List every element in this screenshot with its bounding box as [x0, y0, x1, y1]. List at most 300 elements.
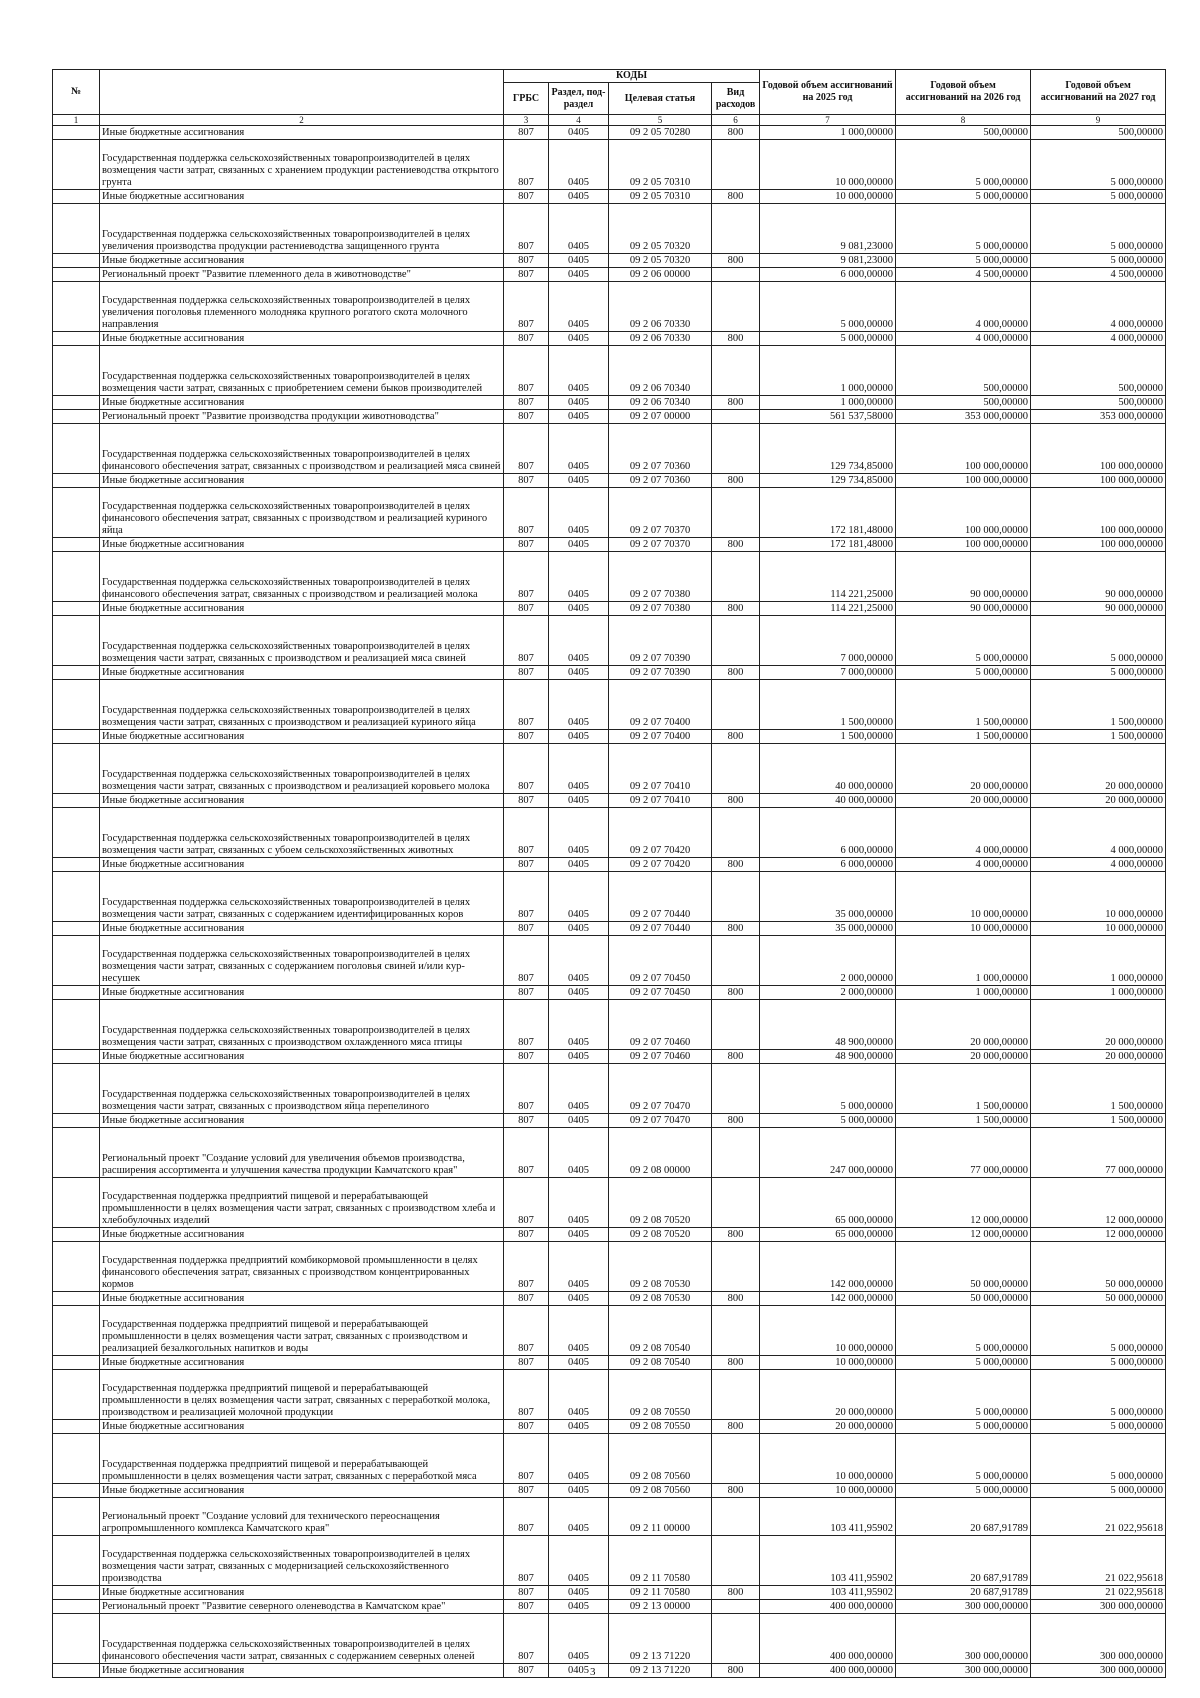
cell-2026: 4 000,00000: [896, 858, 1031, 872]
cell-target-article: 09 2 08 70550: [609, 1370, 712, 1420]
cell-num: [53, 332, 100, 346]
cell-2026: 5 000,00000: [896, 1356, 1031, 1370]
cell-2026: 500,00000: [896, 396, 1031, 410]
cell-grbs: 807: [504, 332, 549, 346]
cell-expense-type: 800: [712, 1114, 760, 1128]
cell-2025: 400 000,00000: [760, 1600, 896, 1614]
table-body: [53, 126, 1166, 1678]
cell-razdel: 0405: [549, 282, 609, 332]
table-row: [53, 346, 1166, 396]
cell-2025: 7 000,00000: [760, 616, 896, 666]
cell-2027: 21 022,95618: [1031, 1586, 1166, 1600]
page-number: 3: [590, 1666, 596, 1678]
cell-grbs: 807: [504, 1498, 549, 1536]
cell-2025: 6 000,00000: [760, 858, 896, 872]
cell-razdel: 0405: [549, 602, 609, 616]
cell-expense-type: 800: [712, 922, 760, 936]
cell-grbs: 807: [504, 616, 549, 666]
cell-expense-type: [712, 488, 760, 538]
cell-expense-type: 800: [712, 332, 760, 346]
header-codes: КОДЫ: [504, 70, 760, 83]
cell-grbs: 807: [504, 474, 549, 488]
table-row: [53, 858, 1166, 872]
column-number: 2: [100, 115, 504, 126]
cell-num: [53, 126, 100, 140]
cell-grbs: 807: [504, 808, 549, 858]
cell-expense-type: 800: [712, 474, 760, 488]
cell-num: [53, 922, 100, 936]
cell-grbs: 807: [504, 1614, 549, 1664]
cell-2025: 20 000,00000: [760, 1370, 896, 1420]
cell-name: Государственная поддержка предприятий пищевой и перерабатывающей промышленности в целях возмещения части затрат, связанных с переработкой мяса: [100, 1434, 504, 1484]
cell-name: Иные бюджетные ассигнования: [100, 986, 504, 1000]
cell-num: [53, 282, 100, 332]
cell-expense-type: 800: [712, 1050, 760, 1064]
cell-num: [53, 744, 100, 794]
cell-num: [53, 1434, 100, 1484]
table-row: [53, 1178, 1166, 1228]
cell-razdel: 0405: [549, 872, 609, 922]
cell-2027: 4 000,00000: [1031, 808, 1166, 858]
cell-2027: 1 000,00000: [1031, 986, 1166, 1000]
cell-2026: 4 500,00000: [896, 268, 1031, 282]
cell-grbs: 807: [504, 1664, 549, 1678]
cell-2026: 20 000,00000: [896, 1050, 1031, 1064]
cell-grbs: 807: [504, 346, 549, 396]
column-numbers-row: [53, 115, 1166, 126]
cell-target-article: 09 2 07 70470: [609, 1064, 712, 1114]
cell-expense-type: [712, 1242, 760, 1292]
cell-num: [53, 1614, 100, 1664]
table-row: [53, 204, 1166, 254]
cell-grbs: 807: [504, 730, 549, 744]
cell-2027: 5 000,00000: [1031, 1356, 1166, 1370]
cell-name: Государственная поддержка предприятий комбикормовой промышленности в целях финансового обеспечения затрат, связанных с производством концентрированных кормов: [100, 1242, 504, 1292]
cell-expense-type: 800: [712, 126, 760, 140]
cell-2025: 48 900,00000: [760, 1000, 896, 1050]
cell-razdel: 0405: [549, 538, 609, 552]
table-row: [53, 1114, 1166, 1128]
cell-name: Иные бюджетные ассигнования: [100, 1114, 504, 1128]
cell-num: [53, 190, 100, 204]
cell-2026: 5 000,00000: [896, 140, 1031, 190]
cell-target-article: 09 2 08 70560: [609, 1484, 712, 1498]
cell-name: Государственная поддержка сельскохозяйственных товаропроизводителей в целях возмещения части затрат, связанных с содержанием поголовья свиней и/или кур-несушек: [100, 936, 504, 986]
cell-name: Государственная поддержка предприятий пищевой и перерабатывающей промышленности в целях возмещения части затрат, связанных с переработкой молока, производством и реализацией молочной продукции: [100, 1370, 504, 1420]
cell-expense-type: 800: [712, 1356, 760, 1370]
cell-razdel: 0405: [549, 1586, 609, 1600]
cell-target-article: 09 2 05 70310: [609, 140, 712, 190]
cell-2027: 5 000,00000: [1031, 190, 1166, 204]
cell-razdel: 0405: [549, 1664, 609, 1678]
cell-2027: 10 000,00000: [1031, 922, 1166, 936]
cell-razdel: 0405: [549, 1600, 609, 1614]
cell-name: Иные бюджетные ассигнования: [100, 794, 504, 808]
cell-grbs: 807: [504, 1586, 549, 1600]
cell-target-article: 09 2 06 00000: [609, 268, 712, 282]
cell-target-article: 09 2 07 70470: [609, 1114, 712, 1128]
cell-2027: 20 000,00000: [1031, 1000, 1166, 1050]
cell-target-article: 09 2 08 70530: [609, 1242, 712, 1292]
table-row: [53, 680, 1166, 730]
cell-name: Иные бюджетные ассигнования: [100, 858, 504, 872]
cell-target-article: 09 2 08 70530: [609, 1292, 712, 1306]
cell-target-article: 09 2 07 70420: [609, 858, 712, 872]
cell-grbs: 807: [504, 858, 549, 872]
cell-2025: 114 221,25000: [760, 602, 896, 616]
cell-num: [53, 1664, 100, 1678]
table-row: [53, 616, 1166, 666]
cell-target-article: 09 2 05 70310: [609, 190, 712, 204]
cell-razdel: 0405: [549, 488, 609, 538]
cell-2027: 5 000,00000: [1031, 1420, 1166, 1434]
cell-expense-type: [712, 872, 760, 922]
cell-expense-type: [712, 680, 760, 730]
cell-target-article: 09 2 11 00000: [609, 1498, 712, 1536]
cell-name: Иные бюджетные ассигнования: [100, 126, 504, 140]
cell-expense-type: 800: [712, 1586, 760, 1600]
cell-num: [53, 616, 100, 666]
cell-target-article: 09 2 13 71220: [609, 1664, 712, 1678]
cell-expense-type: 800: [712, 794, 760, 808]
cell-target-article: 09 2 07 70360: [609, 424, 712, 474]
cell-expense-type: [712, 282, 760, 332]
cell-name: Государственная поддержка сельскохозяйственных товаропроизводителей в целях возмещения части затрат, связанных с производством и реализацией мяса свиней: [100, 616, 504, 666]
cell-name: Государственная поддержка сельскохозяйственных товаропроизводителей в целях увеличения производства продукции растениеводства защищенного грунта: [100, 204, 504, 254]
cell-expense-type: 800: [712, 858, 760, 872]
cell-razdel: 0405: [549, 410, 609, 424]
cell-2026: 100 000,00000: [896, 424, 1031, 474]
cell-2026: 300 000,00000: [896, 1600, 1031, 1614]
cell-expense-type: 800: [712, 986, 760, 1000]
cell-2027: 100 000,00000: [1031, 488, 1166, 538]
cell-target-article: 09 2 07 70440: [609, 872, 712, 922]
cell-num: [53, 488, 100, 538]
column-number: 5: [609, 115, 712, 126]
cell-razdel: 0405: [549, 1000, 609, 1050]
cell-2026: 1 000,00000: [896, 986, 1031, 1000]
table-row: [53, 1434, 1166, 1484]
cell-2026: 1 500,00000: [896, 730, 1031, 744]
header-grbs: ГРБС: [504, 83, 549, 115]
table-row: [53, 538, 1166, 552]
cell-target-article: 09 2 06 70330: [609, 332, 712, 346]
cell-grbs: 807: [504, 936, 549, 986]
cell-target-article: 09 2 07 00000: [609, 410, 712, 424]
header-razdel: Раздел, под-раздел: [549, 83, 609, 115]
cell-grbs: 807: [504, 922, 549, 936]
cell-name: Государственная поддержка сельскохозяйственных товаропроизводителей в целях возмещения части затрат, связанных с убоем сельскохозяйственных животных: [100, 808, 504, 858]
table-row: [53, 254, 1166, 268]
table-row: [53, 552, 1166, 602]
cell-2027: 1 500,00000: [1031, 1114, 1166, 1128]
cell-2025: 103 411,95902: [760, 1586, 896, 1600]
cell-expense-type: [712, 808, 760, 858]
cell-num: [53, 1050, 100, 1064]
cell-expense-type: [712, 268, 760, 282]
cell-2025: 65 000,00000: [760, 1228, 896, 1242]
cell-razdel: 0405: [549, 254, 609, 268]
cell-name: Иные бюджетные ассигнования: [100, 474, 504, 488]
cell-grbs: 807: [504, 1434, 549, 1484]
cell-2027: 12 000,00000: [1031, 1228, 1166, 1242]
table-row: [53, 1586, 1166, 1600]
cell-num: [53, 346, 100, 396]
cell-2025: 65 000,00000: [760, 1178, 896, 1228]
cell-2027: 5 000,00000: [1031, 204, 1166, 254]
cell-num: [53, 666, 100, 680]
cell-2026: 500,00000: [896, 346, 1031, 396]
cell-target-article: 09 2 05 70320: [609, 254, 712, 268]
cell-2025: 2 000,00000: [760, 986, 896, 1000]
cell-2025: 9 081,23000: [760, 204, 896, 254]
cell-grbs: 807: [504, 1050, 549, 1064]
table-row: [53, 1064, 1166, 1114]
cell-2027: 20 000,00000: [1031, 794, 1166, 808]
cell-2025: 172 181,48000: [760, 488, 896, 538]
cell-target-article: 09 2 06 70340: [609, 396, 712, 410]
cell-num: [53, 1292, 100, 1306]
cell-target-article: 09 2 08 70550: [609, 1420, 712, 1434]
cell-grbs: 807: [504, 396, 549, 410]
cell-2026: 20 687,91789: [896, 1586, 1031, 1600]
cell-2026: 20 000,00000: [896, 794, 1031, 808]
cell-razdel: 0405: [549, 1306, 609, 1356]
cell-razdel: 0405: [549, 1114, 609, 1128]
cell-num: [53, 1600, 100, 1614]
column-number: 1: [53, 115, 100, 126]
cell-razdel: 0405: [549, 808, 609, 858]
cell-2026: 5 000,00000: [896, 1370, 1031, 1420]
cell-target-article: 09 2 05 70320: [609, 204, 712, 254]
cell-grbs: 807: [504, 140, 549, 190]
cell-razdel: 0405: [549, 1064, 609, 1114]
cell-expense-type: [712, 1000, 760, 1050]
cell-2027: 21 022,95618: [1031, 1498, 1166, 1536]
cell-2025: 10 000,00000: [760, 1484, 896, 1498]
cell-target-article: 09 2 07 70460: [609, 1000, 712, 1050]
cell-razdel: 0405: [549, 1370, 609, 1420]
cell-2027: 5 000,00000: [1031, 1484, 1166, 1498]
cell-2025: 2 000,00000: [760, 936, 896, 986]
table-row: [53, 424, 1166, 474]
cell-2026: 353 000,00000: [896, 410, 1031, 424]
cell-grbs: 807: [504, 190, 549, 204]
cell-num: [53, 538, 100, 552]
column-number: 7: [760, 115, 896, 126]
cell-target-article: 09 2 07 70450: [609, 936, 712, 986]
column-number: 4: [549, 115, 609, 126]
cell-2027: 500,00000: [1031, 346, 1166, 396]
cell-2026: 20 000,00000: [896, 1000, 1031, 1050]
cell-grbs: 807: [504, 1228, 549, 1242]
cell-2027: 90 000,00000: [1031, 602, 1166, 616]
cell-num: [53, 552, 100, 602]
table-row: [53, 410, 1166, 424]
table-row: [53, 1498, 1166, 1536]
table-row: [53, 936, 1166, 986]
cell-name: Иные бюджетные ассигнования: [100, 1484, 504, 1498]
cell-2026: 5 000,00000: [896, 1434, 1031, 1484]
cell-2026: 50 000,00000: [896, 1242, 1031, 1292]
cell-2026: 10 000,00000: [896, 872, 1031, 922]
header-vid: Вид расходов: [712, 83, 760, 115]
cell-grbs: 807: [504, 1370, 549, 1420]
cell-2027: 5 000,00000: [1031, 666, 1166, 680]
cell-target-article: 09 2 06 70340: [609, 346, 712, 396]
cell-target-article: 09 2 07 70410: [609, 794, 712, 808]
cell-2025: 1 000,00000: [760, 396, 896, 410]
cell-target-article: 09 2 07 70380: [609, 602, 712, 616]
cell-num: [53, 680, 100, 730]
cell-grbs: 807: [504, 872, 549, 922]
cell-razdel: 0405: [549, 204, 609, 254]
cell-razdel: 0405: [549, 794, 609, 808]
cell-target-article: 09 2 07 70360: [609, 474, 712, 488]
cell-target-article: 09 2 07 70390: [609, 666, 712, 680]
cell-expense-type: 800: [712, 1228, 760, 1242]
cell-grbs: 807: [504, 1178, 549, 1228]
cell-expense-type: [712, 1498, 760, 1536]
cell-num: [53, 474, 100, 488]
cell-expense-type: [712, 410, 760, 424]
cell-2026: 90 000,00000: [896, 552, 1031, 602]
cell-expense-type: [712, 1600, 760, 1614]
cell-name: Иные бюджетные ассигнования: [100, 1356, 504, 1370]
cell-2025: 247 000,00000: [760, 1128, 896, 1178]
cell-num: [53, 396, 100, 410]
cell-2025: 114 221,25000: [760, 552, 896, 602]
cell-expense-type: 800: [712, 538, 760, 552]
cell-2025: 142 000,00000: [760, 1292, 896, 1306]
cell-razdel: 0405: [549, 552, 609, 602]
cell-2025: 5 000,00000: [760, 332, 896, 346]
cell-num: [53, 140, 100, 190]
cell-2025: 561 537,58000: [760, 410, 896, 424]
cell-num: [53, 1498, 100, 1536]
cell-name: Региональный проект "Развитие производства продукции животноводства": [100, 410, 504, 424]
budget-sheet: [52, 69, 1166, 1678]
cell-num: [53, 794, 100, 808]
cell-target-article: 09 2 07 70380: [609, 552, 712, 602]
cell-2025: 48 900,00000: [760, 1050, 896, 1064]
cell-razdel: 0405: [549, 744, 609, 794]
table-row: [53, 1128, 1166, 1178]
cell-2026: 100 000,00000: [896, 538, 1031, 552]
table-row: [53, 744, 1166, 794]
cell-expense-type: [712, 346, 760, 396]
cell-razdel: 0405: [549, 616, 609, 666]
cell-2026: 5 000,00000: [896, 1306, 1031, 1356]
cell-2026: 20 000,00000: [896, 744, 1031, 794]
cell-target-article: 09 2 08 70520: [609, 1178, 712, 1228]
cell-target-article: 09 2 05 70280: [609, 126, 712, 140]
cell-expense-type: [712, 1128, 760, 1178]
cell-target-article: 09 2 11 70580: [609, 1586, 712, 1600]
cell-2026: 500,00000: [896, 126, 1031, 140]
cell-2027: 4 000,00000: [1031, 282, 1166, 332]
table-row: [53, 922, 1166, 936]
table-row: [53, 808, 1166, 858]
header-name: [100, 70, 504, 115]
cell-2025: 35 000,00000: [760, 872, 896, 922]
cell-2025: 5 000,00000: [760, 1114, 896, 1128]
cell-razdel: 0405: [549, 1128, 609, 1178]
cell-razdel: 0405: [549, 140, 609, 190]
cell-target-article: 09 2 13 71220: [609, 1614, 712, 1664]
cell-2025: 1 500,00000: [760, 680, 896, 730]
cell-expense-type: [712, 140, 760, 190]
cell-name: Государственная поддержка сельскохозяйственных товаропроизводителей в целях финансового обеспечения затрат, связанных с производством и реализацией мяса свиней: [100, 424, 504, 474]
cell-2027: 1 000,00000: [1031, 936, 1166, 986]
cell-2026: 50 000,00000: [896, 1292, 1031, 1306]
cell-grbs: 807: [504, 1292, 549, 1306]
table-row: [53, 1484, 1166, 1498]
cell-num: [53, 254, 100, 268]
table-row: [53, 126, 1166, 140]
header-2025: Годовой объем ассигнований на 2025 год: [760, 70, 896, 115]
cell-num: [53, 1242, 100, 1292]
cell-razdel: 0405: [549, 190, 609, 204]
cell-2025: 9 081,23000: [760, 254, 896, 268]
cell-name: Иные бюджетные ассигнования: [100, 254, 504, 268]
cell-grbs: 807: [504, 1128, 549, 1178]
cell-num: [53, 602, 100, 616]
cell-2026: 4 000,00000: [896, 332, 1031, 346]
column-number: 3: [504, 115, 549, 126]
cell-expense-type: 800: [712, 1292, 760, 1306]
cell-2027: 5 000,00000: [1031, 254, 1166, 268]
cell-grbs: 807: [504, 254, 549, 268]
cell-name: Государственная поддержка сельскохозяйственных товаропроизводителей в целях финансового обеспечения части затрат, связанных с содержанием северных оленей: [100, 1614, 504, 1664]
cell-expense-type: 800: [712, 190, 760, 204]
cell-grbs: 807: [504, 488, 549, 538]
cell-2027: 500,00000: [1031, 126, 1166, 140]
column-number: 8: [896, 115, 1031, 126]
table-row: [53, 794, 1166, 808]
cell-2027: 500,00000: [1031, 396, 1166, 410]
cell-num: [53, 1484, 100, 1498]
cell-name: Иные бюджетные ассигнования: [100, 538, 504, 552]
cell-2027: 4 500,00000: [1031, 268, 1166, 282]
cell-grbs: 807: [504, 1114, 549, 1128]
table-row: [53, 602, 1166, 616]
cell-razdel: 0405: [549, 730, 609, 744]
cell-2027: 21 022,95618: [1031, 1536, 1166, 1586]
cell-grbs: 807: [504, 126, 549, 140]
cell-target-article: 09 2 08 70520: [609, 1228, 712, 1242]
cell-2026: 77 000,00000: [896, 1128, 1031, 1178]
cell-razdel: 0405: [549, 1178, 609, 1228]
cell-2025: 172 181,48000: [760, 538, 896, 552]
cell-num: [53, 1178, 100, 1228]
cell-num: [53, 1420, 100, 1434]
cell-2027: 300 000,00000: [1031, 1664, 1166, 1678]
cell-2026: 300 000,00000: [896, 1664, 1031, 1678]
cell-expense-type: [712, 1064, 760, 1114]
cell-num: [53, 424, 100, 474]
cell-razdel: 0405: [549, 1614, 609, 1664]
cell-2026: 4 000,00000: [896, 282, 1031, 332]
cell-name: Государственная поддержка сельскохозяйственных товаропроизводителей в целях возмещения части затрат, связанных с производством и реализацией коровьего молока: [100, 744, 504, 794]
cell-num: [53, 1370, 100, 1420]
cell-grbs: 807: [504, 282, 549, 332]
cell-target-article: 09 2 08 70540: [609, 1356, 712, 1370]
column-number: 6: [712, 115, 760, 126]
cell-2027: 4 000,00000: [1031, 858, 1166, 872]
table-row: [53, 268, 1166, 282]
cell-target-article: 09 2 07 70450: [609, 986, 712, 1000]
